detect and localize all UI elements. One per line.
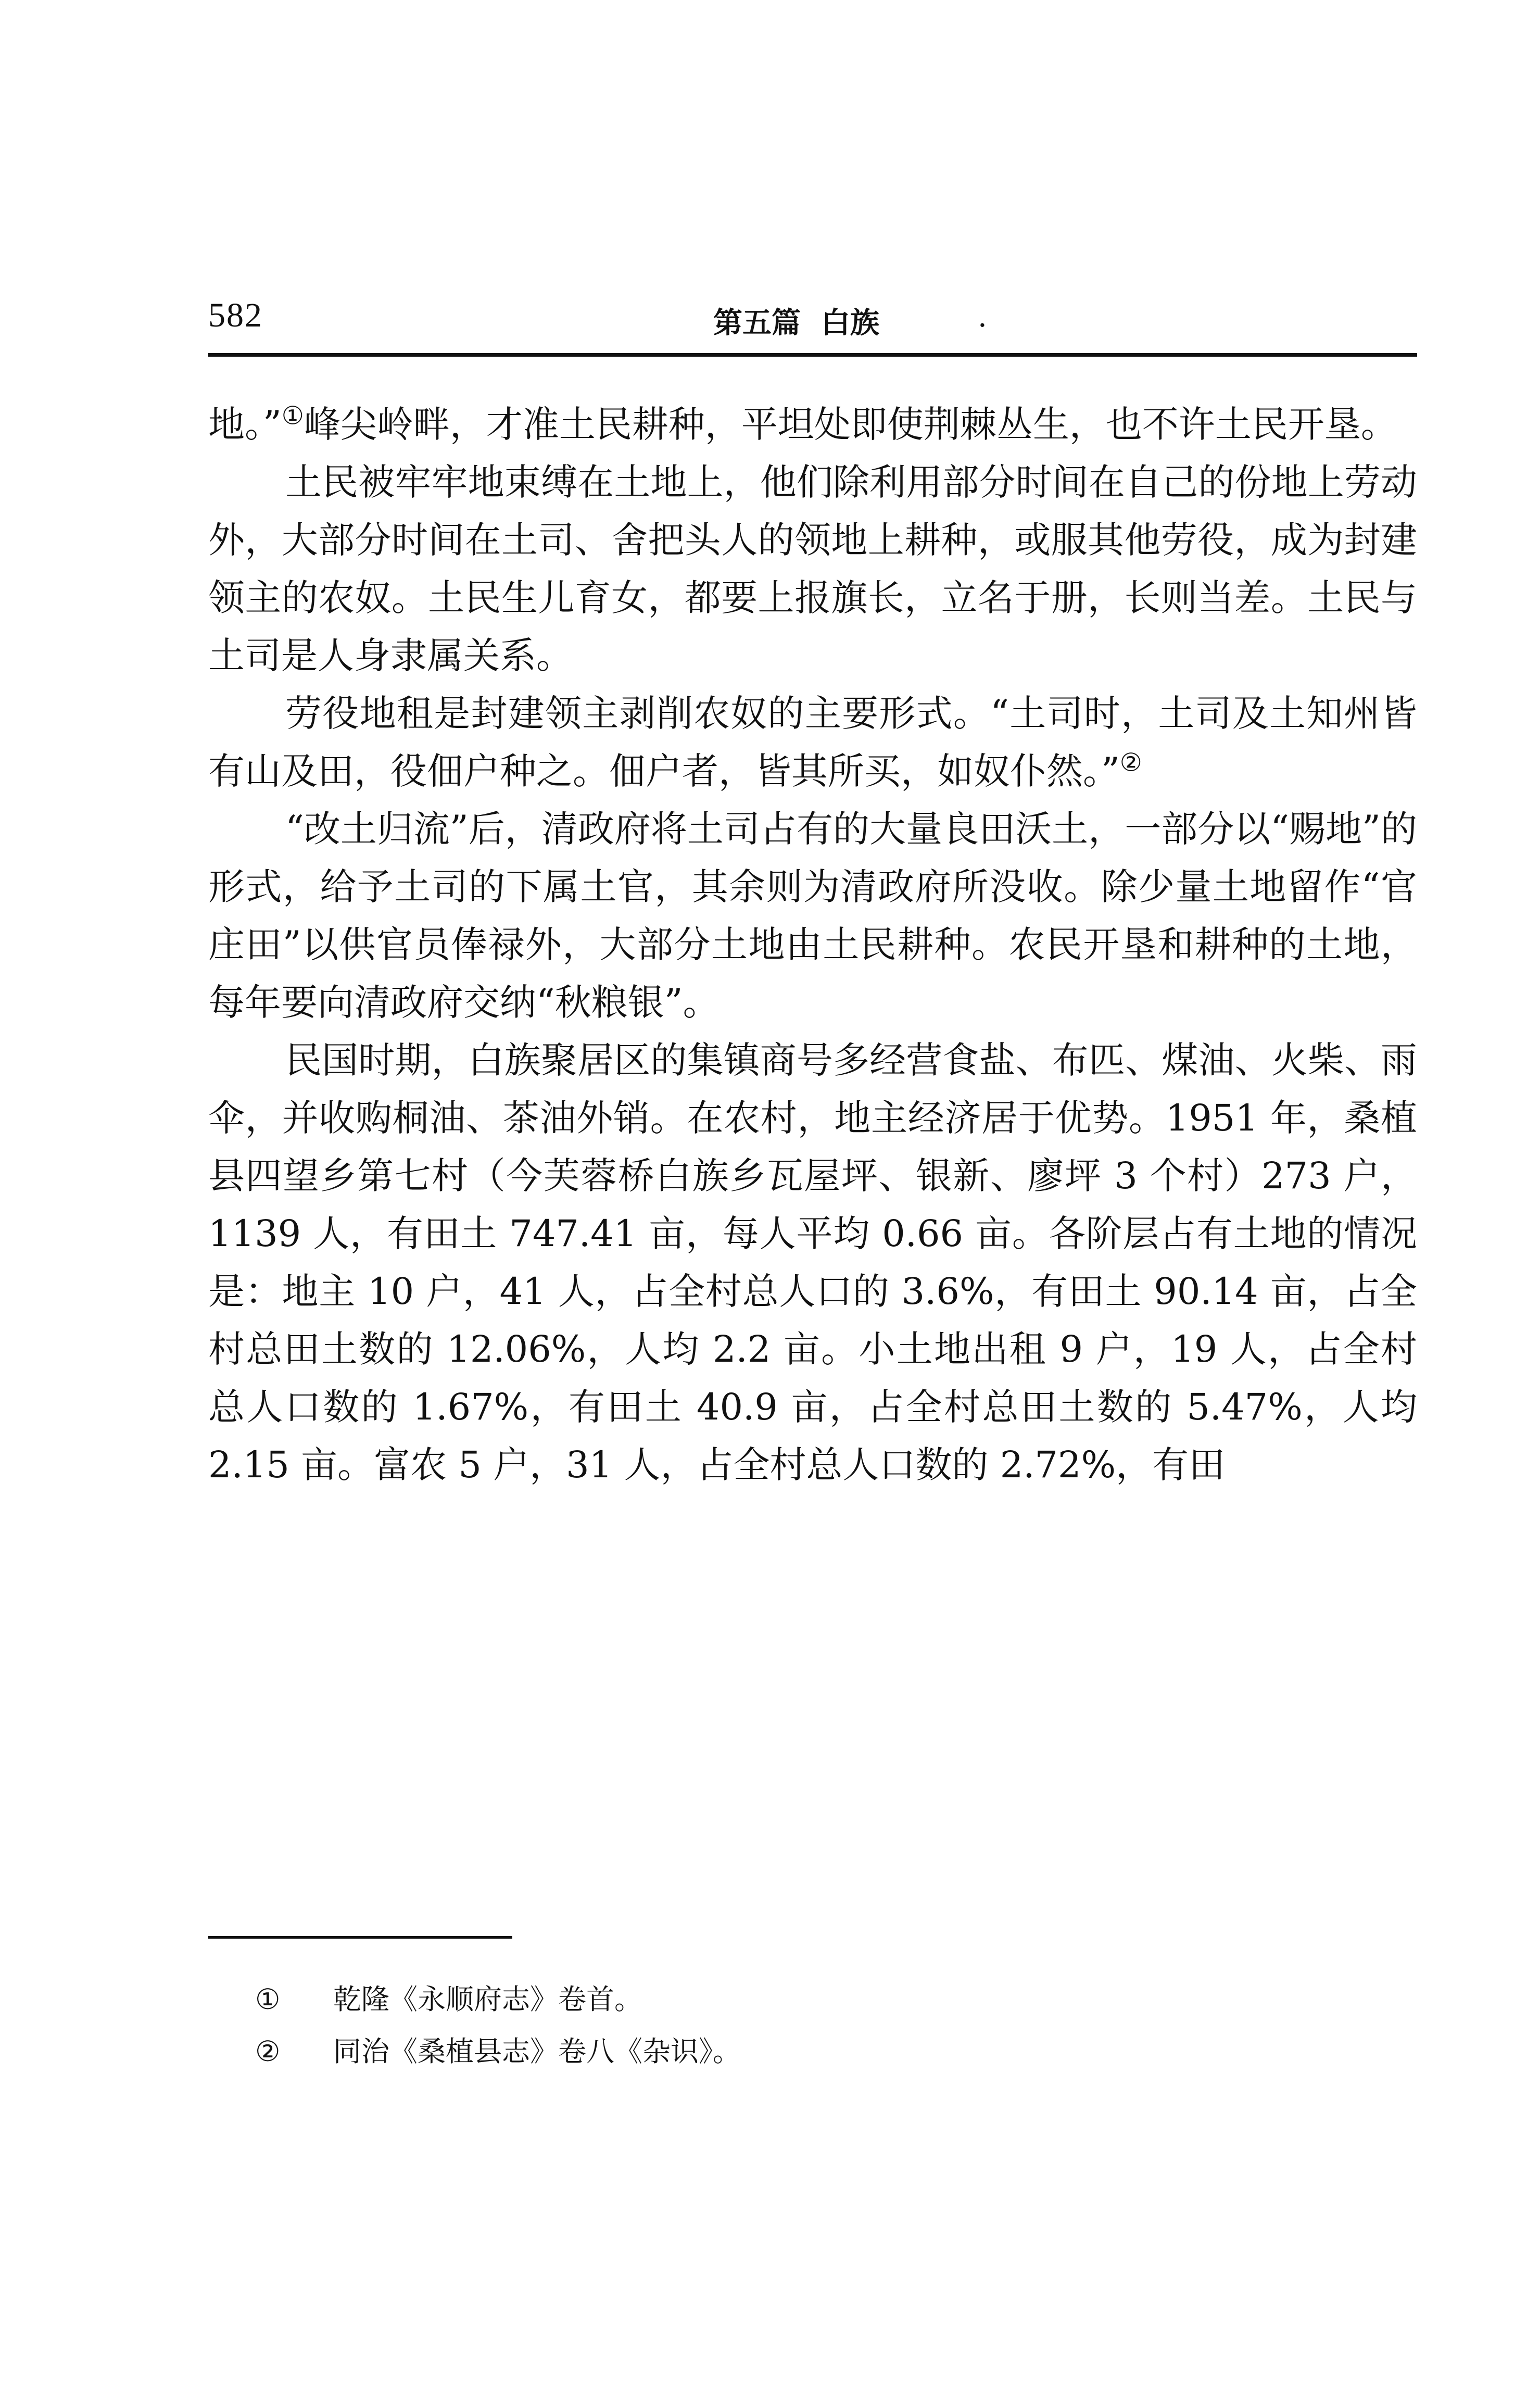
paragraph-5 [208,1032,1417,1494]
footnote-1 [255,1974,1400,2026]
body-text [208,396,1417,1494]
paragraph-2 [208,454,1417,685]
footnote-ref-1: ① [281,401,304,431]
running-head-dot: . [978,300,987,334]
footnote-number: ② [255,2035,281,2068]
footnote-ref-2: ② [1119,748,1142,777]
running-head: 第五篇 白族 [713,306,879,340]
footnote-text: 乾隆《永顺府志》卷首。 [333,1983,642,2016]
paragraph-text: 地。” [208,403,282,446]
footnote-2 [255,2026,1400,2078]
footnote-text: 同治《桑植县志》卷八《杂识》。 [333,2035,741,2068]
paragraph-text: 民国时期，白族聚居区的集镇商号多经营食盐、布匹、煤油、火柴、雨伞，并收购桐油、茶油外销。在农村，地主经济居于优势。1951 年，桑植县四望乡第七村（今芙蓉桥白族乡瓦屋坪、银新、廖坪 3 个村）273 户，1139 人，有田土 747.41 亩，每人平均 0.66 亩。各阶层占有土地的情况是：地主 10 户，41 人，占全村总人口的 3.6%，有田土 90.14 亩，占全村总田土数的 12.06%，人均 2.2 亩。小土地出租 9 户，19 人，占全村总人口数的 1.67%，有田土 40.9 亩，占全村总田土数的 5.47%，人均 2.15 亩。富农 5 户，31 人，占全村总人口数的 2.72%，有田 [208,1039,1417,1486]
header-rule [208,353,1417,357]
paragraph-text: 峰尖岭畔，才准土民耕种，平坦处即使荆棘丛生，也不许土民开垦。 [304,403,1397,446]
paragraph-4 [208,800,1417,1032]
page-header [208,285,1416,353]
paragraph-1 [208,396,1417,454]
paragraph-3 [208,685,1417,800]
footnote-rule [208,1936,512,1939]
footnotes [255,1974,1400,2078]
page-number: 582 [208,296,263,334]
footnote-number: ① [255,1983,281,2016]
paragraph-text: “改土归流”后，清政府将土司占有的大量良田沃土，一部分以“赐地”的形式，给予土司的下属土官，其余则为清政府所没收。除少量土地留作“官庄田”以供官员俸禄外，大部分土地由土民耕种。农民开垦和耕种的土地，每年要向清政府交纳“秋粮银”。 [208,808,1417,1024]
paragraph-text: 劳役地租是封建领主剥削农奴的主要形式。“土司时，土司及土知州皆有山及田，役佃户种之。佃户者，皆其所买，如奴仆然。” [208,692,1417,793]
paragraph-text: 土民被牢牢地束缚在土地上，他们除利用部分时间在自己的份地上劳动外，大部分时间在土司、舍把头人的领地上耕种，或服其他劳役，成为封建领主的农奴。土民生儿育女，都要上报旗长，立名于册，长则当差。土民与土司是人身隶属关系。 [208,461,1417,677]
